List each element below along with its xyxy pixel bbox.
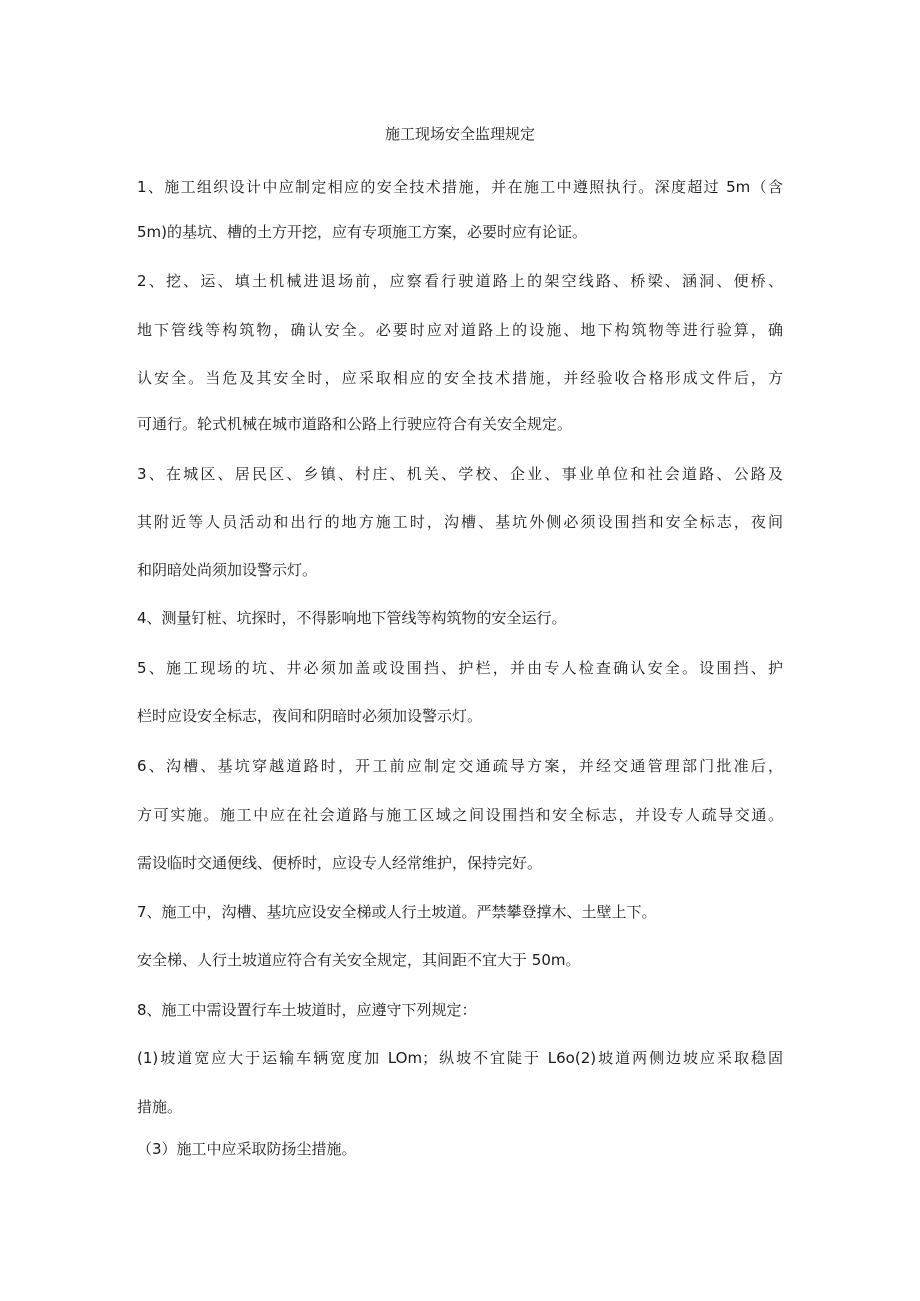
text-line: 和阴暗处尚须加设警示灯。 [137, 561, 318, 579]
text-line: （3）施工中应采取防扬尘措施。 [137, 1140, 357, 1158]
text-line: 栏时应设安全标志，夜间和阴暗时必须加设警示灯。 [137, 707, 483, 725]
text-line: 8、施工中需设置行车土坡道时，应遵守下列规定： [137, 1001, 477, 1019]
text-line: 措施。 [137, 1098, 183, 1116]
text-line: 安全梯、人行土坡道应符合有关安全规定，其间距不宜大于 50m。 [137, 951, 581, 969]
text-line: 其附近等人员活动和出行的地方施工时，沟槽、基坑外侧必须设围挡和安全标志，夜间 [137, 513, 783, 531]
text-line: 5、施工现场的坑、井必须加盖或设围挡、护栏，并由专人检查确认安全。设围挡、护 [137, 659, 783, 677]
text-line: 7、施工中，沟槽、基坑应设安全梯或人行土坡道。严禁攀登撑木、土壁上下。 [137, 903, 657, 921]
text-line: 2、挖、运、填土机械进退场前，应察看行驶道路上的架空线路、桥梁、涵洞、便桥、 [137, 272, 783, 290]
text-line: 认安全。当危及其安全时，应采取相应的安全技术措施，并经验收合格形成文件后，方 [137, 369, 783, 387]
text-line: 需设临时交通便线、便桥时，应设专人经常维护，保持完好。 [137, 854, 543, 872]
text-line: 1、施工组织设计中应制定相应的安全技术措施，并在施工中遵照执行。深度超过 5m（含 [137, 178, 783, 196]
text-line: 方可实施。施工中应在社会道路与施工区域之间设围挡和安全标志，并设专人疏导交通。 [137, 806, 783, 824]
text-line: (1)坡道宽应大于运输车辆宽度加 LOm；纵坡不宜陡于 L6o(2)坡道两侧边坡应采取稳固 [137, 1049, 783, 1067]
text-line: 4、测量钉桩、坑探时，不得影响地下管线等构筑物的安全运行。 [137, 609, 567, 627]
text-line: 5m)的基坑、槽的土方开挖，应有专项施工方案，必要时应有论证。 [137, 223, 588, 241]
text-line: 3、在城区、居民区、乡镇、村庄、机关、学校、企业、事业单位和社会道路、公路及 [137, 465, 783, 483]
text-line: 地下管线等构筑物，确认安全。必要时应对道路上的设施、地下构筑物等进行验算，确 [137, 321, 783, 339]
text-line: 6、沟槽、基坑穿越道路时，开工前应制定交通疏导方案，并经交通管理部门批准后， [137, 757, 783, 775]
text-line: 可通行。轮式机械在城市道路和公路上行驶应符合有关安全规定。 [137, 415, 573, 433]
document-title: 施工现场安全监理规定 [384, 125, 535, 143]
